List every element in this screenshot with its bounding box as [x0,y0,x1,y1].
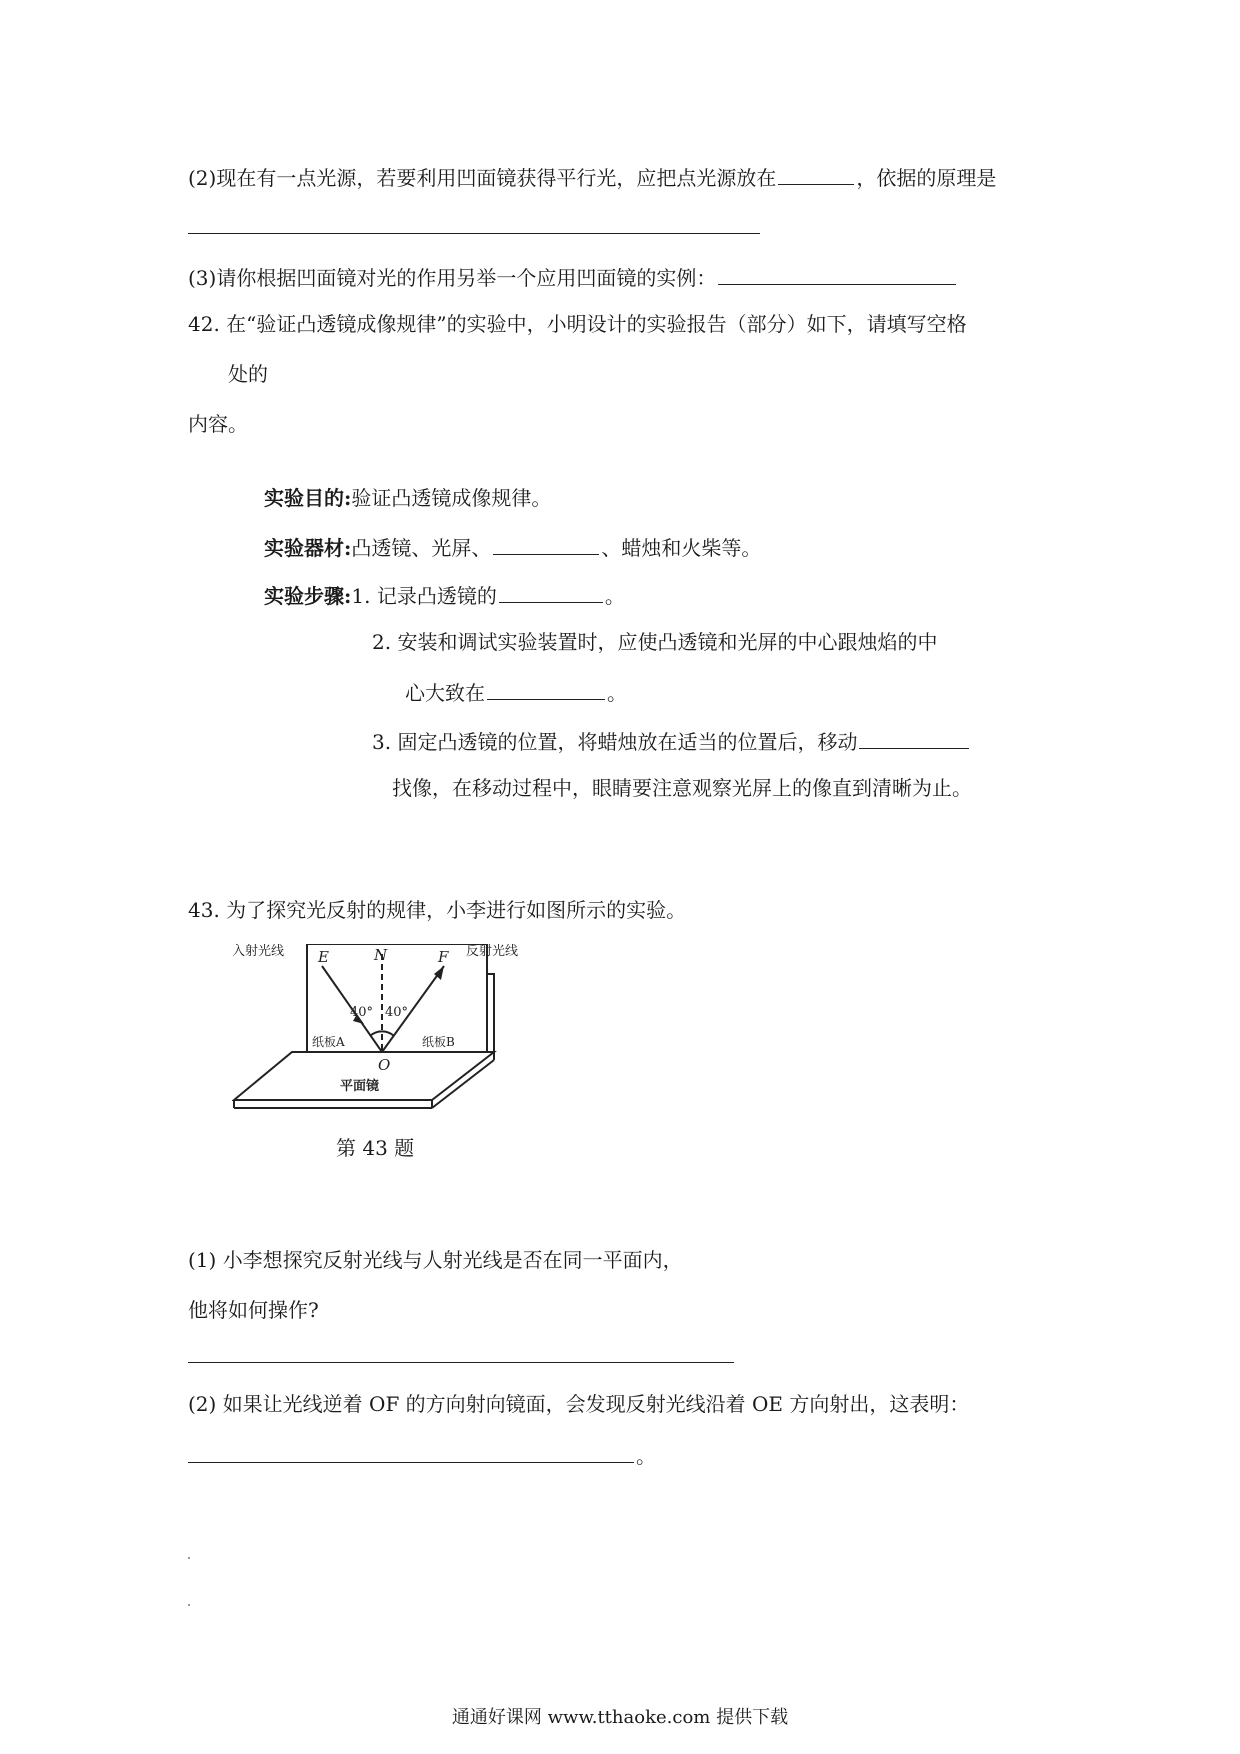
reflected-ray-label: 反射光线 [466,944,519,959]
q41-part2-text-mid: ，依据的原理是 [856,166,997,190]
q41-part2-blank-position [778,162,854,185]
reflection-experiment-figure [232,944,532,1124]
q42-steps-label: 实验步骤: [264,584,352,608]
q43-part1-line2: 他将如何操作? [188,1298,319,1322]
q42-equipment-blank [493,532,599,555]
q42-step3-line1 [372,726,971,756]
q43-part2-line1: (2) 如果让光线逆着 OF 的方向射向镜面，会发现反射光线沿着 OE 方向射出，这表明： [188,1392,970,1416]
q42-step2-line2-after: 。 [607,681,627,705]
incident-ray-label: 入射光线 [232,944,285,959]
q43-part1-line1: (1) 小李想探究反射光线与人射光线是否在同一平面内， [188,1248,683,1272]
q42-equipment-label: 实验器材: [264,536,352,560]
label-E: E [318,948,329,966]
q42-purpose-label: 实验目的: [264,486,352,510]
figure-caption: 第 43 题 [336,1136,415,1160]
q42-step1-blank [499,580,603,603]
q42-step1-before: 1. 记录凸透镜的 [351,584,497,608]
q41-part3-text: (3)请你根据凹面镜对光的作用另举一个应用凹面镜的实例： [188,266,717,290]
q42-intro-line3: 内容。 [188,412,248,436]
board-flap [487,974,494,1052]
q42-intro-line2: 处的 [228,362,268,386]
q42-step2-line1: 2. 安装和调试实验装置时，应使凸透镜和光屏的中心跟烛焰的中 [372,630,938,654]
angle-right-label: 40° [385,1005,409,1020]
board-B-label: 纸板B [422,1035,455,1049]
q42-purpose [264,484,551,512]
label-N: N [374,946,388,964]
q42-step2-line2 [405,677,627,707]
q43-part2-blank [188,1440,634,1463]
q42-step3-blank [859,726,969,749]
q42-equipment [264,532,761,562]
board-A-label: 纸板A [312,1035,345,1049]
page-footer: 通通好课网 www.tthaoke.com 提供下载 [451,1707,789,1728]
q41-part2-answer-line [188,233,760,234]
q42-step2-line2-before: 心大致在 [405,681,485,705]
label-F: F [438,948,449,966]
q42-equipment-after: 、蜡烛和火柴等。 [601,536,762,560]
label-O: O [378,1056,391,1074]
q41-part2-text: (2)现在有一点光源，若要利用凹面镜获得平行光，应把点光源放在 [188,166,777,190]
stray-dot [188,1604,190,1606]
q42-step2-blank [487,677,605,700]
q43-intro: 43. 为了探究光反射的规律，小李进行如图所示的实验。 [188,898,687,922]
q42-equipment-before: 凸透镜、光屏、 [351,536,492,560]
q42-step3-text: 3. 固定凸透镜的位置，将蜡烛放在适当的位置后，移动 [372,730,858,754]
q42-intro: 42. 在“验证凸透镜成像规律”的实验中，小明设计的实验报告（部分）如下，请填写空格 [188,312,967,336]
stray-dot [188,1557,190,1559]
q42-step3-line2: 找像，在移动过程中，眼睛要注意观察光屏上的像直到清晰为止。 [392,776,972,800]
q41-part3 [188,262,958,292]
q42-step1 [264,580,625,610]
angle-left-label: 40° [350,1005,374,1020]
q43-part2-line2 [188,1440,656,1470]
q43-part2-end: 。 [636,1444,656,1468]
q41-part2 [188,162,996,192]
q41-part3-blank [718,262,956,285]
q42-purpose-text: 验证凸透镜成像规律。 [351,486,552,510]
q42-step1-after: 。 [604,584,625,608]
mirror-label: 平面镜 [340,1079,380,1094]
q43-part1-answer-line [188,1362,734,1363]
